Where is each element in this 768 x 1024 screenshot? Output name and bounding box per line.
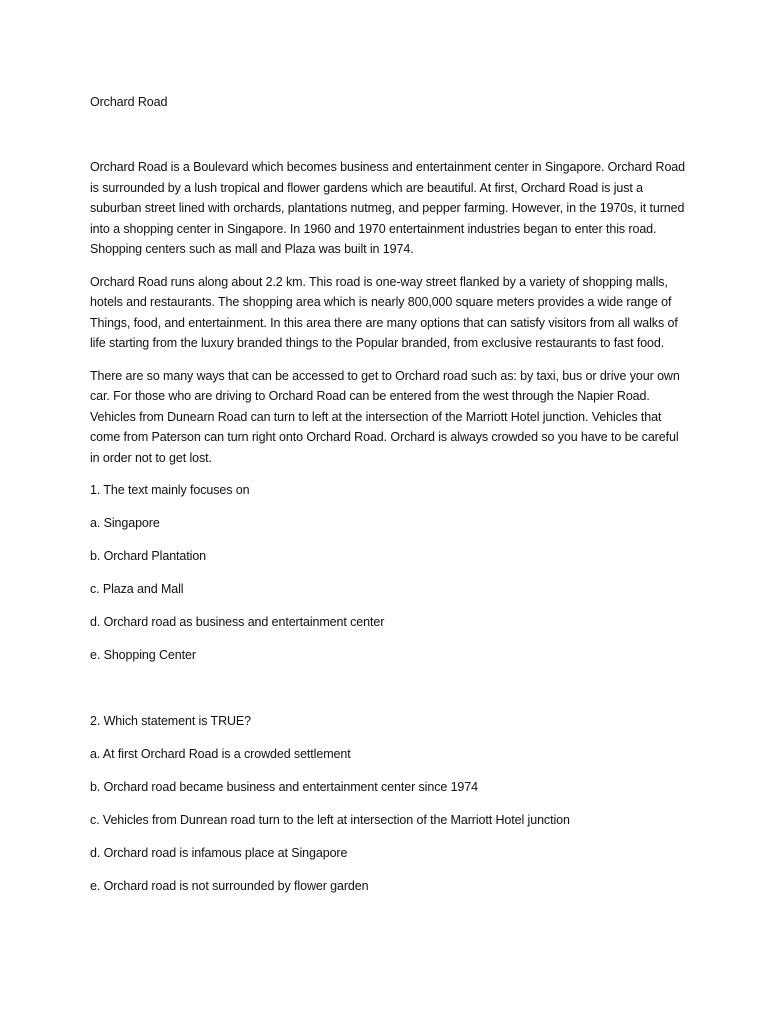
answer-option: a. Singapore	[90, 516, 160, 530]
answer-option: a. At first Orchard Road is a crowded settlement	[90, 747, 351, 761]
answer-option: d. Orchard road is infamous place at Singapore	[90, 846, 348, 860]
paragraph-intro: Orchard Road is a Boulevard which becomes business and entertainment center in Singapore. Orchard Road is surrounded by a lush tropical and flower gardens which are beautiful. At first, Orchard Road is just a suburban street lined with orchards, plantations nutmeg, and pepper farming. However, in the 1970s, it turned into a shopping center in Singapore. In 1960 and 1970 entertainment industries began to enter this road. Shopping centers such as mall and Plaza was built in 1974.	[90, 160, 685, 256]
answer-option: b. Orchard road became business and entertainment center since 1974	[90, 780, 478, 794]
answer-option: d. Orchard road as business and entertainment center	[90, 615, 385, 629]
paragraph-access: There are so many ways that can be accessed to get to Orchard road such as: by taxi, bus or drive your own car. For those who are driving to Orchard Road can be entered from the west through the Napier Road. Vehicles from Dunearn Road can turn to left at the intersection of the Marriott Hotel junction. Vehicles that come from Paterson can turn right onto Orchard Road. Orchard is always crowded so you have to be careful in order not to get lost.	[90, 368, 680, 465]
answer-option: b. Orchard Plantation	[90, 549, 207, 563]
question-prompt: 1. The text mainly focuses on	[90, 483, 250, 497]
question-2	[90, 711, 690, 896]
answer-option: c. Plaza and Mall	[90, 582, 184, 596]
question-prompt: 2. Which statement is TRUE?	[90, 714, 252, 728]
document-page	[90, 92, 690, 896]
question-1	[90, 480, 690, 665]
answer-option: e. Shopping Center	[90, 648, 196, 662]
answer-option: c. Vehicles from Dunrean road turn to the left at intersection of the Marriott Hotel junction	[90, 813, 570, 827]
answer-option: e. Orchard road is not surrounded by flower garden	[90, 879, 369, 893]
document-title: Orchard Road	[90, 95, 168, 109]
paragraph-description: Orchard Road runs along about 2.2 km. This road is one-way street flanked by a variety of shopping malls, hotels and restaurants. The shopping area which is nearly 800,000 square meters provides a wide range of Things, food, and entertainment. In this area there are many options that can satisfy visitors from all walks of life starting from the luxury branded things to the Popular branded, from exclusive restaurants to fast food.	[90, 274, 678, 350]
